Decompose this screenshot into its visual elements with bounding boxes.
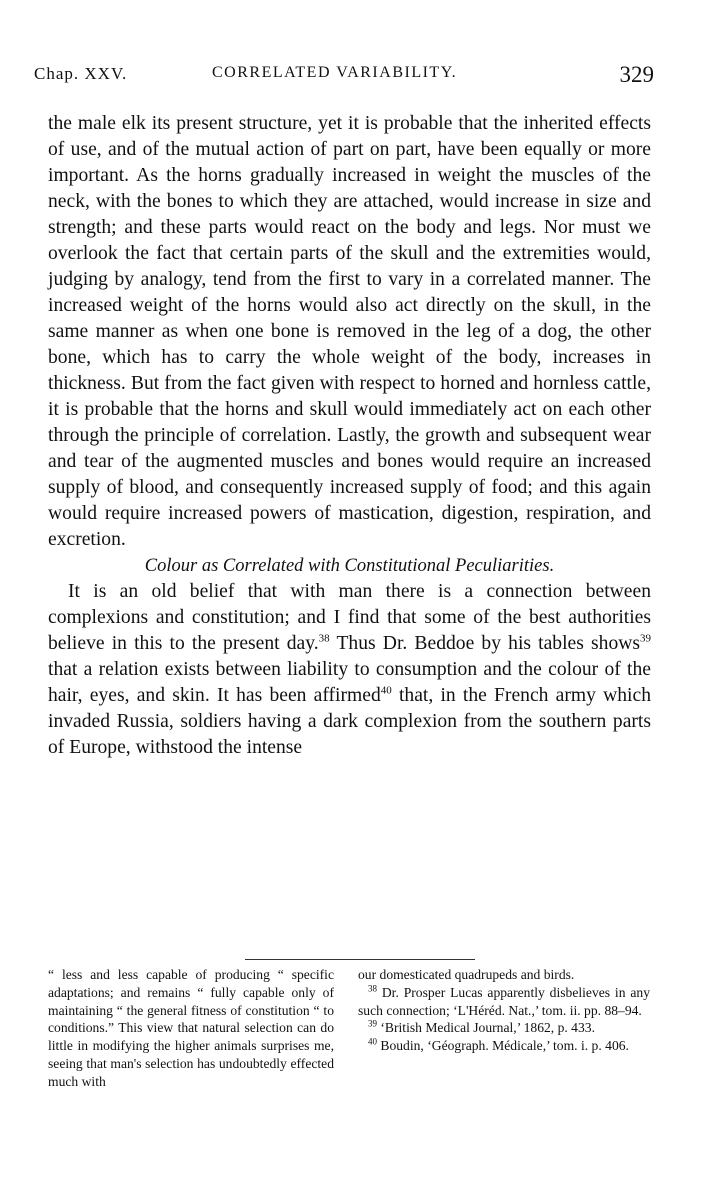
footnote-40-number: 40	[368, 1036, 377, 1047]
chapter-label: Chap. XXV.	[34, 64, 128, 83]
footnote-ref-40[interactable]: 40	[380, 684, 392, 697]
footnote-38-number: 38	[368, 983, 377, 994]
page-number: 329	[619, 62, 654, 87]
running-header	[34, 64, 654, 96]
footnote-40-text: Boudin, ‘Géograph. Médicale,’ tom. i. p. 406.	[377, 1038, 629, 1054]
footnote-39	[358, 1019, 650, 1037]
main-text	[48, 111, 651, 761]
footnote-continuation-left: “ less and less capable of producing “ specific adaptations; and remains “ fully capable only of maintaining “ the general fitness of constitution “ to conditions.” This view that natural selection can do little in modifying the higher animals surprises me, seeing that man's selection has undoubtedly effected much with	[48, 967, 334, 1089]
paragraph-2-part-a: It is an old belief that with man there is a connection between complexions and constitution; and I find that some of the best authorities believe in this to the present day.	[48, 581, 651, 654]
running-title: CORRELATED VARIABILITY.	[212, 64, 458, 81]
paragraph-2-part-b: Thus Dr. Beddoe by his tables shows	[329, 633, 641, 654]
footnote-38	[358, 984, 650, 1020]
paragraph-1: the male elk its present structure, yet it is probable that the inherited effects of use, and of the mutual action of part on part, have been equally or more important. As the horns gradually increased in weight the muscles of the neck, with the bones to which they are attached, would increase in size and strength; and these parts would react on the body and legs. Nor must we overlook the fact that certain parts of the skull and the extremities would, judging by analogy, tend from the first to vary in a correlated manner. The increased weight of the horns would also act directly on the skull, in the same manner as when one bone is removed in the leg of a dog, the other bone, which has to carry the whole weight of the body, increases in thickness. But from the fact given with respect to horned and hornless cattle, it is probable that the horns and skull would immediately act on each other through the principle of correlation. Lastly, the growth and subsequent wear and tear of the augmented muscles and bones would require an increased supply of blood, and consequently increased supply of food; and this again would require increased powers of mastication, digestion, respiration, and excretion.	[48, 113, 651, 550]
footnote-39-text: ‘British Medical Journal,’ 1862, p. 433.	[377, 1020, 595, 1036]
paragraph-2	[48, 579, 651, 761]
footnote-38-text: Dr. Prosper Lucas apparently disbelieves in any such connection; ‘L'Héréd. Nat.,’ tom. ii. pp. 88–94.	[358, 984, 650, 1018]
footnote-divider	[245, 959, 475, 960]
footnote-continuation-right: our domesticated quadrupeds and birds.	[358, 967, 575, 982]
paragraph-2-part-d: that, in the French army which invaded Russia, soldiers having a dark complexion from the southern parts of Europe, withstood the intense	[48, 685, 651, 758]
section-heading: Colour as Correlated with Constitutional Peculiarities.	[144, 556, 555, 576]
footnotes-left-column	[48, 966, 334, 1091]
footnote-39-number: 39	[368, 1018, 377, 1029]
paragraph-2-part-c: that a relation exists between liability to consumption and the colour of the hair, eyes, and skin. It has been affirmed	[48, 659, 651, 706]
footnotes-right-column	[358, 966, 650, 1055]
footnote-40	[358, 1037, 650, 1055]
footnote-ref-38[interactable]: 38	[318, 632, 330, 645]
footnote-ref-39[interactable]: 39	[640, 632, 652, 645]
